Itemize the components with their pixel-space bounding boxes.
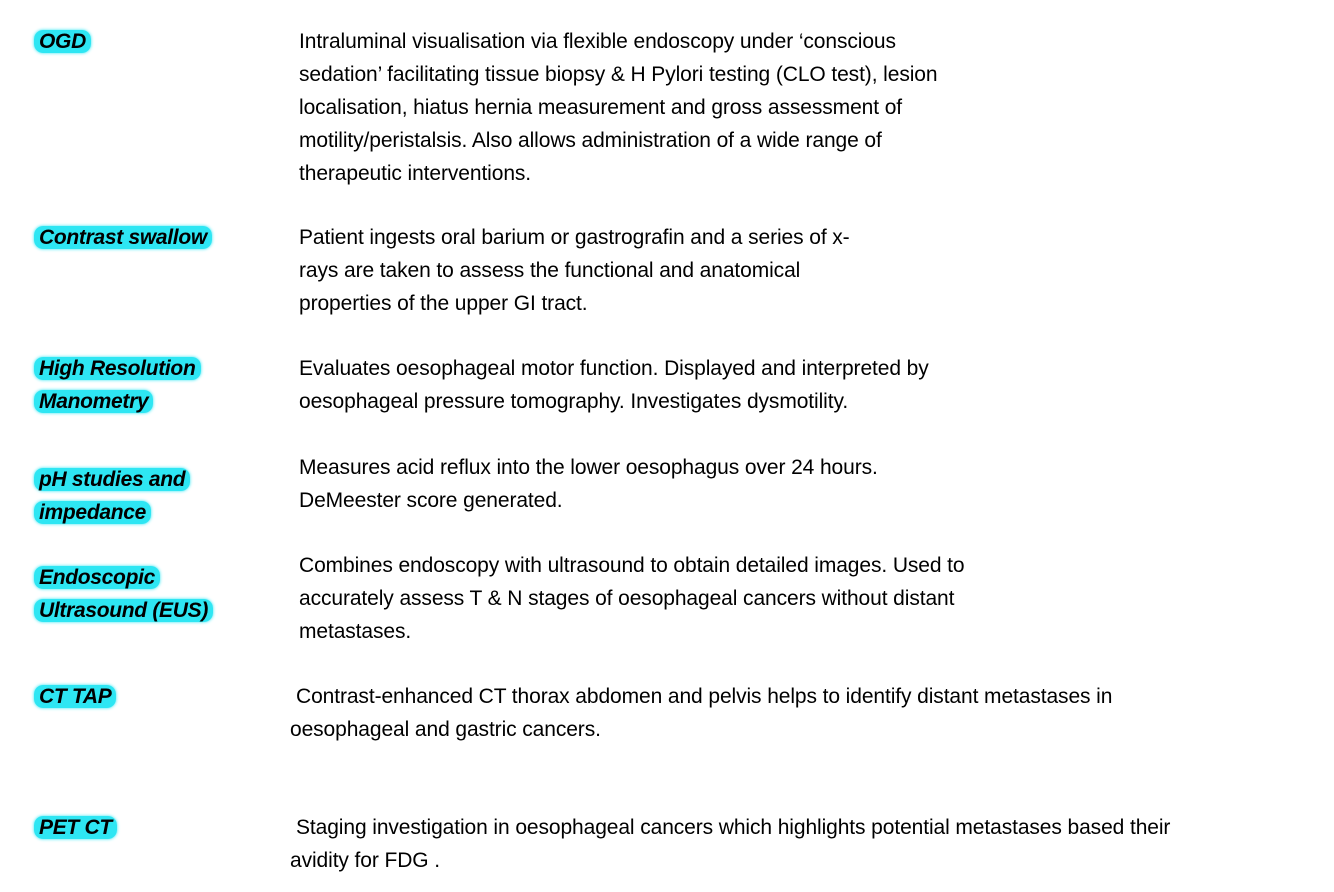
term-highlight: High Resolution Manometry: [34, 357, 201, 413]
term-highlight: CT TAP: [34, 685, 116, 708]
term-description: Staging investigation in oesophageal cancers which highlights potential metastases based their avidity for FDG .: [290, 816, 1171, 872]
term-label: [34, 463, 219, 529]
term-highlight: PET CT: [34, 816, 117, 839]
term-label: [34, 221, 264, 254]
term-description: Patient ingests oral barium or gastrografin and a series of x- rays are taken to assess the functional and anatomical properties of the upper GI tract.: [299, 226, 850, 315]
term-description: Evaluates oesophageal motor function. Displayed and interpreted by oesophageal pressure tomography. Investigates dysmotility.: [299, 357, 929, 413]
term-label: [34, 561, 234, 627]
term-description: Measures acid reflux into the lower oesophagus over 24 hours. DeMeester score generated.: [299, 456, 878, 512]
term-highlight: Contrast swallow: [34, 226, 212, 249]
term-label: [34, 811, 264, 844]
term-description: Combines endoscopy with ultrasound to obtain detailed images. Used to accurately assess T & N stages of oesophageal cancers without distant metastases.: [299, 554, 965, 643]
term-highlight: OGD: [34, 30, 91, 53]
term-highlight: pH studies and impedance: [34, 468, 190, 524]
term-description: Contrast-enhanced CT thorax abdomen and pelvis helps to identify distant metastases in oesophageal and gastric cancers.: [290, 685, 1113, 741]
term-label: [34, 352, 234, 418]
term-highlight: Endoscopic Ultrasound (EUS): [34, 566, 213, 622]
term-label: [34, 680, 264, 713]
term-description: Intraluminal visualisation via flexible endoscopy under ‘conscious sedation’ facilitating tissue biopsy & H Pylori testing (CLO test), lesion localisation, hiatus hernia measurement and gross assessment of motility/peristalsis. Also allows administration of a wide range of therapeutic interventions.: [299, 30, 938, 185]
term-label: [34, 25, 264, 58]
